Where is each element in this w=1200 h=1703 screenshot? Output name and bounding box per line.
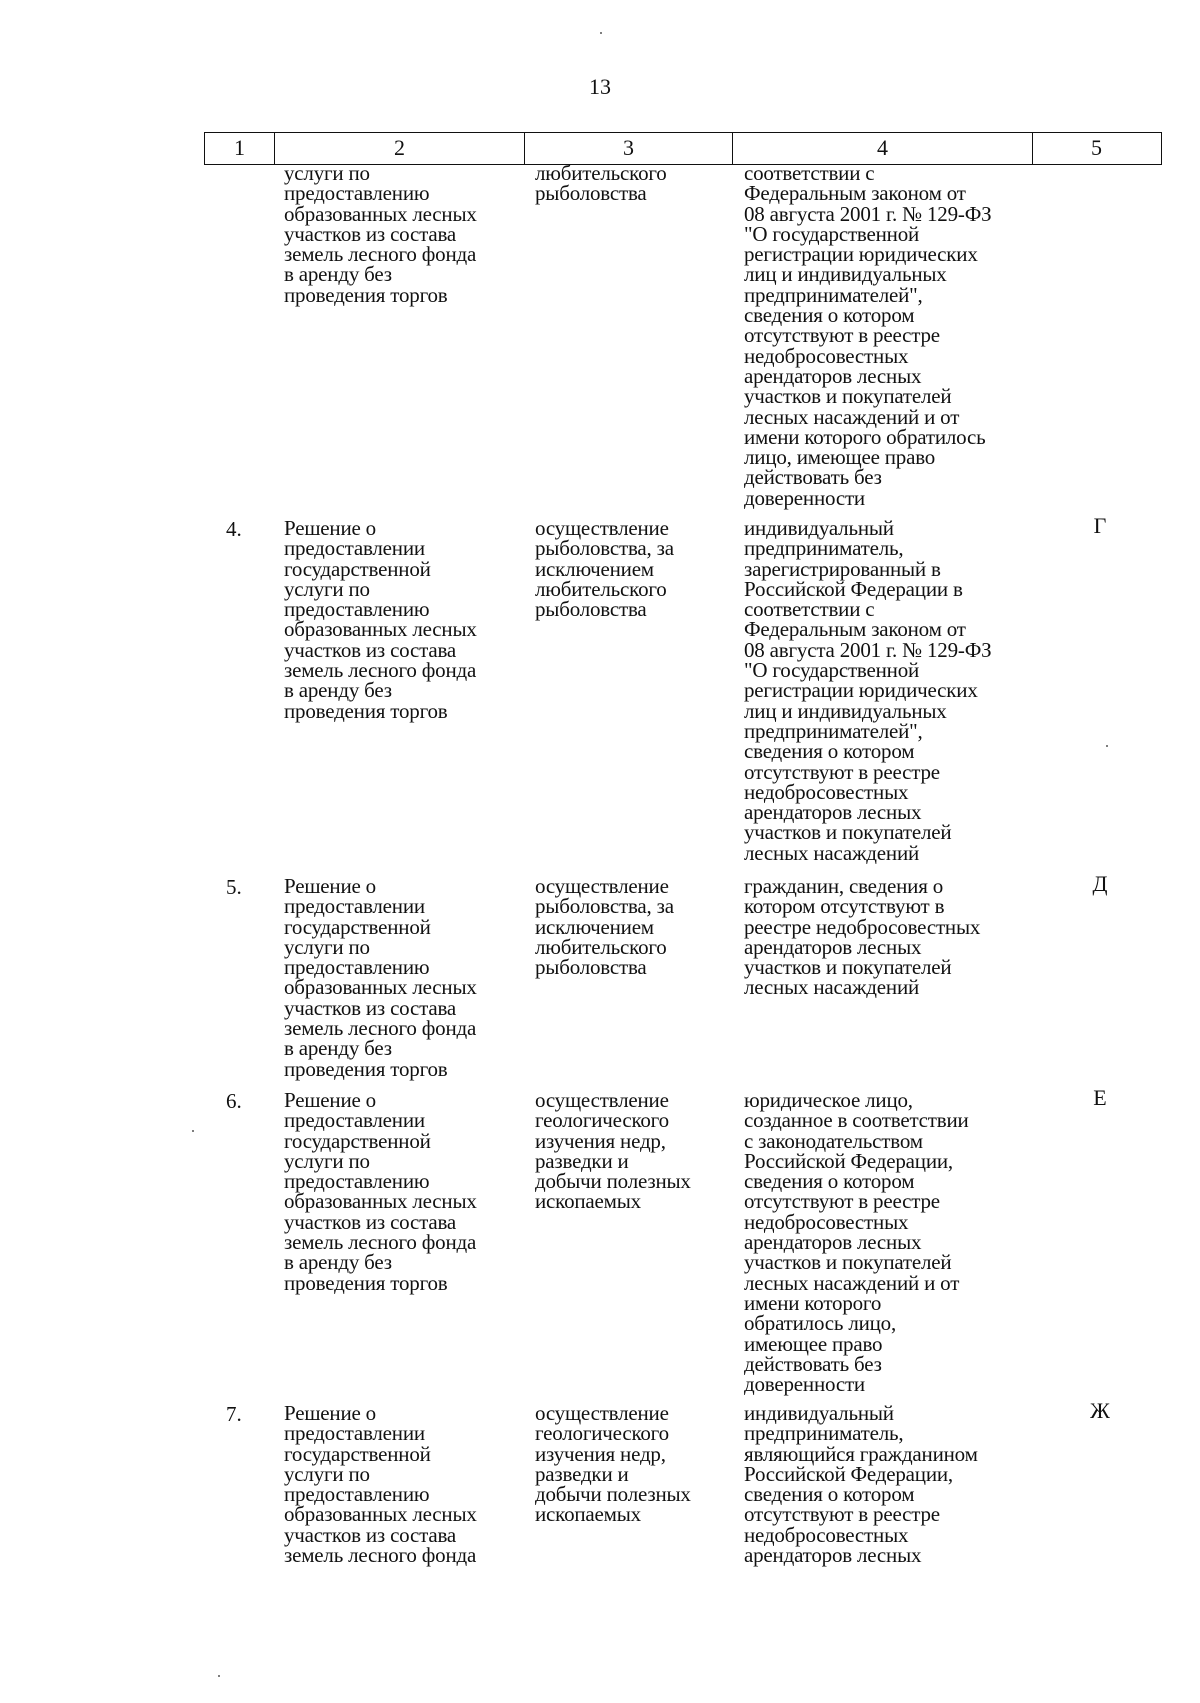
cell-service-name: услуги по предоставлению образованных лесных участков из состава земель лесного фонда в аренду без проведения торгов xyxy=(284,161,477,307)
scan-speck xyxy=(192,1130,194,1132)
cell-purpose: осуществление геологического изучения недр, разведки и добычи полезных ископаемых xyxy=(535,1088,691,1214)
scan-speck xyxy=(218,1675,220,1677)
scan-speck xyxy=(1106,745,1108,747)
cell-code: Ж xyxy=(1090,1398,1110,1423)
header-col-3: 3 xyxy=(525,133,733,164)
cell-purpose: любительского рыболовства xyxy=(535,161,667,206)
cell-row-number: 6. xyxy=(226,1089,242,1113)
cell-applicant: индивидуальный предприниматель, являющийся гражданином Российской Федерации, сведения о котором отсутствуют в реестре недобросовестных арендаторов лесных xyxy=(744,1401,978,1568)
page-number: 13 xyxy=(589,74,611,99)
header-col-5: 5 xyxy=(1091,135,1102,160)
cell-code: Г xyxy=(1093,513,1107,538)
cell-applicant: юридическое лицо, созданное в соответствии с законодательством Российской Федерации, сведения о котором отсутствуют в реестре недобросовестных арендаторов лесных участков и покупателей лесных насаждений и от имени которого обратилось лицо, имеющее право действовать без доверенности xyxy=(744,1088,969,1397)
cell-service-name: Решение о предоставлении государственной услуги по предоставлению образованных лесных участков из состава земель лесного фонда в аренду без проведения торгов xyxy=(284,1088,477,1295)
cell-service-name: Решение о предоставлении государственной услуги по предоставлению образованных лесных участков из состава земель лесного фонда xyxy=(284,1401,477,1568)
cell-row-number: 5. xyxy=(226,875,242,899)
header-col-4: 4 xyxy=(733,133,1033,164)
cell-row-number: 4. xyxy=(226,517,242,541)
cell-service-name: Решение о предоставлении государственной услуги по предоставлению образованных лесных участков из состава земель лесного фонда в аренду без проведения торгов xyxy=(284,516,477,723)
cell-service-name: Решение о предоставлении государственной услуги по предоставлению образованных лесных участков из состава земель лесного фонда в аренду без проведения торгов xyxy=(284,874,477,1081)
header-col-1: 1 xyxy=(205,133,275,164)
scan-speck xyxy=(600,32,602,34)
cell-code: Д xyxy=(1092,871,1108,896)
cell-row-number: 7. xyxy=(226,1402,242,1426)
cell-applicant: индивидуальный предприниматель, зарегистрированный в Российской Федерации в соответствии с Федеральным законом от 08 августа 2001 г. № 129-ФЗ "О государственной регистрации юридических лиц и индивидуальных предпринимателей", сведения о котором отсутствуют в реестре недобросовестных арендаторов лесных участков и покупателей лесных насаждений xyxy=(744,516,992,865)
cell-purpose: осуществление рыболовства, за исключением любительского рыболовства xyxy=(535,874,674,980)
cell-applicant: гражданин, сведения о котором отсутствуют в реестре недобросовестных арендаторов лесных участков и покупателей лесных насаждений xyxy=(744,874,981,1000)
cell-applicant: соответствии с Федеральным законом от 08 августа 2001 г. № 129-ФЗ "О государственной регистрации юридических лиц и индивидуальных предпринимателей", сведения о котором отсутствуют в реестре недобросовестных арендаторов лесных участков и покупателей лесных насаждений и от имени которого обратилось лицо, имеющее право действовать без доверенности xyxy=(744,161,992,510)
cell-purpose: осуществление рыболовства, за исключением любительского рыболовства xyxy=(535,516,674,622)
header-col-2: 2 xyxy=(275,133,525,164)
cell-purpose: осуществление геологического изучения недр, разведки и добычи полезных ископаемых xyxy=(535,1401,691,1527)
cell-code: Е xyxy=(1093,1085,1107,1110)
